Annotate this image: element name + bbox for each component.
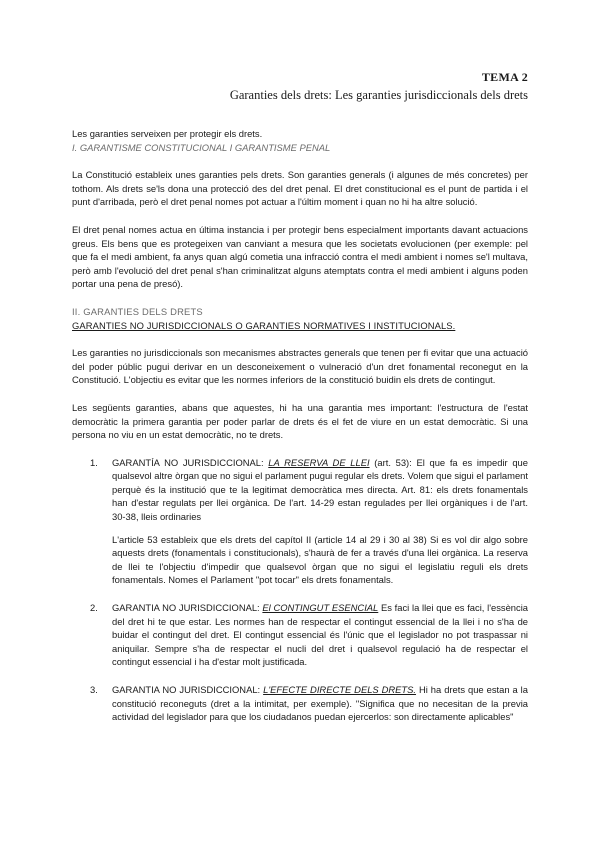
topic-title: Garanties dels drets: Les garanties jurisdiccionals dels drets — [229, 88, 528, 102]
item-text: Hi ha drets que estan a la constitució reconeguts (dret a la intimitat, per exemple). "Significa que no necesitan de la previa actividad del legislador para que los ciudadanos puedan ejercerlos: son directamente aplicables" — [112, 684, 528, 723]
section-heading-2: II. GARANTIES DELS DRETS — [72, 305, 203, 317]
list-number: 2. — [90, 602, 98, 614]
list-item-body — [112, 456, 528, 587]
paragraph-democratic-state: Les següents garanties, abans que aquestes, hi ha una garantia mes important: l'estructura de l'estat democràtic la primera garantia per poder parlar de drets és el fet de viure en un estat democràtic. Si una persona no viu en un estat democràtic, no te drets. — [72, 401, 528, 441]
document-header — [230, 70, 528, 103]
item-prefix: GARANTIA NO JURISDICCIONAL: — [112, 602, 263, 614]
list-item-text — [112, 456, 528, 524]
list-item-text — [112, 601, 528, 669]
list-item-reserva-llei — [72, 456, 528, 587]
item-text: Es faci la llei que es faci, l'essència del dret hi te que estar. Les normes han de respectar el contingut essencial de la llei i no s'ha de buidar el contingut del dret. El contingut essencial és l'únic que el legislador no pot traspassar ni aniquilar. Sempre s'ha de respectar el nucli del dret i qualsevol regulació ha de respectar el contingut essencial i ha d'estar molt justificada. — [112, 602, 528, 668]
document-body — [72, 127, 528, 724]
list-item-text — [112, 683, 528, 724]
list-item-efecte-directe — [72, 683, 528, 724]
list-number: 1. — [90, 456, 98, 468]
item-title: L'EFECTE DIRECTE DELS DRETS. — [263, 684, 417, 695]
item-prefix: GARANTIA NO JURISDICCIONAL: — [112, 684, 264, 695]
paragraph-constitution: La Constitució estableix unes garanties pels drets. Son garanties generals (i algunes de més concretes) per tothom. Als drets se'ls dona una protecció des del dret penal. El dret constitucional es el punt de partida i el punt d'arribada, però el dret penal nomes pot actuar a l'últim moment i quan no hi ha altre solució. — [72, 169, 528, 208]
section-subheading-2: GARANTIES NO JURISDICCIONALS O GARANTIES NORMATIVES I INSTITUCIONALS. — [72, 319, 456, 331]
section-heading-1: I. GARANTISME CONSTITUCIONAL I GARANTISME PENAL — [72, 141, 331, 153]
intro-line: Les garanties serveixen per protegir els drets. — [72, 128, 263, 139]
list-item-contingut-esencial — [72, 601, 528, 669]
list-item-body — [112, 601, 528, 669]
list-item-extra: L'article 53 estableix que els drets del capítol II (article 14 al 29 i 30 al 38) Si es vol dir algo sobre aquests drets (fonamentals i constitucionals), s'haurà de fer a través d'una llei orgànica. La reserva de llei te l'objectiu d'impedir que qualsevol òrgan que no sigui el legislatiu reguli els drets fonamentals. Nomes el Parlament "pot tocar" els drets fonamentals. — [112, 533, 528, 586]
item-title: El CONTINGUT ESENCIAL — [262, 602, 379, 614]
list-number: 3. — [90, 684, 98, 695]
topic-number: TEMA 2 — [481, 70, 528, 84]
list-item-body — [112, 683, 528, 724]
item-text: (art. 53): El que fa es impedir que qualsevol altre òrgan que no sigui el parlament pugui regular els drets. Volem que sigui el parlament perquè és la institució que te la legitimat democràtica mes directa. Art. 81: els drets fonamentals han d'estar regulats per llei orgànica. De l'art. 14-29 estan regulades per llei orgàniques i de l'art. 30-38, lleis ordinaries — [112, 456, 528, 523]
paragraph-penal-law: El dret penal nomes actua en última instancia i per protegir bens especialment importants davant actuacions greus. Els bens que es protegeixen van canviant a mesura que les societats evolucionen (per exemple: pel que fa el medi ambient, fa anys quan algú cometia una infracció contra el medi ambient i nomes se'l multava, però amb l'evolució del dret penal s'han criminalitzat alguns atemptats contra el medi ambient i alguns poden portar una pena de presó). — [72, 223, 528, 290]
item-title: LA RESERVA DE LLEI — [268, 456, 370, 468]
paragraph-non-jurisdictional: Les garanties no jurisdiccionals son mecanismes abstractes generals que tenen per fi evitar que una actuació del poder públic pugui derivar en un desconeixement o vulneració d'un dret fonamental reconegut en la Constitució. L'objectiu es evitar que les normes inferiors de la constitució buidin els drets de contingut. — [72, 347, 528, 386]
item-prefix: GARANTÍA NO JURISDICCIONAL: — [112, 456, 269, 468]
